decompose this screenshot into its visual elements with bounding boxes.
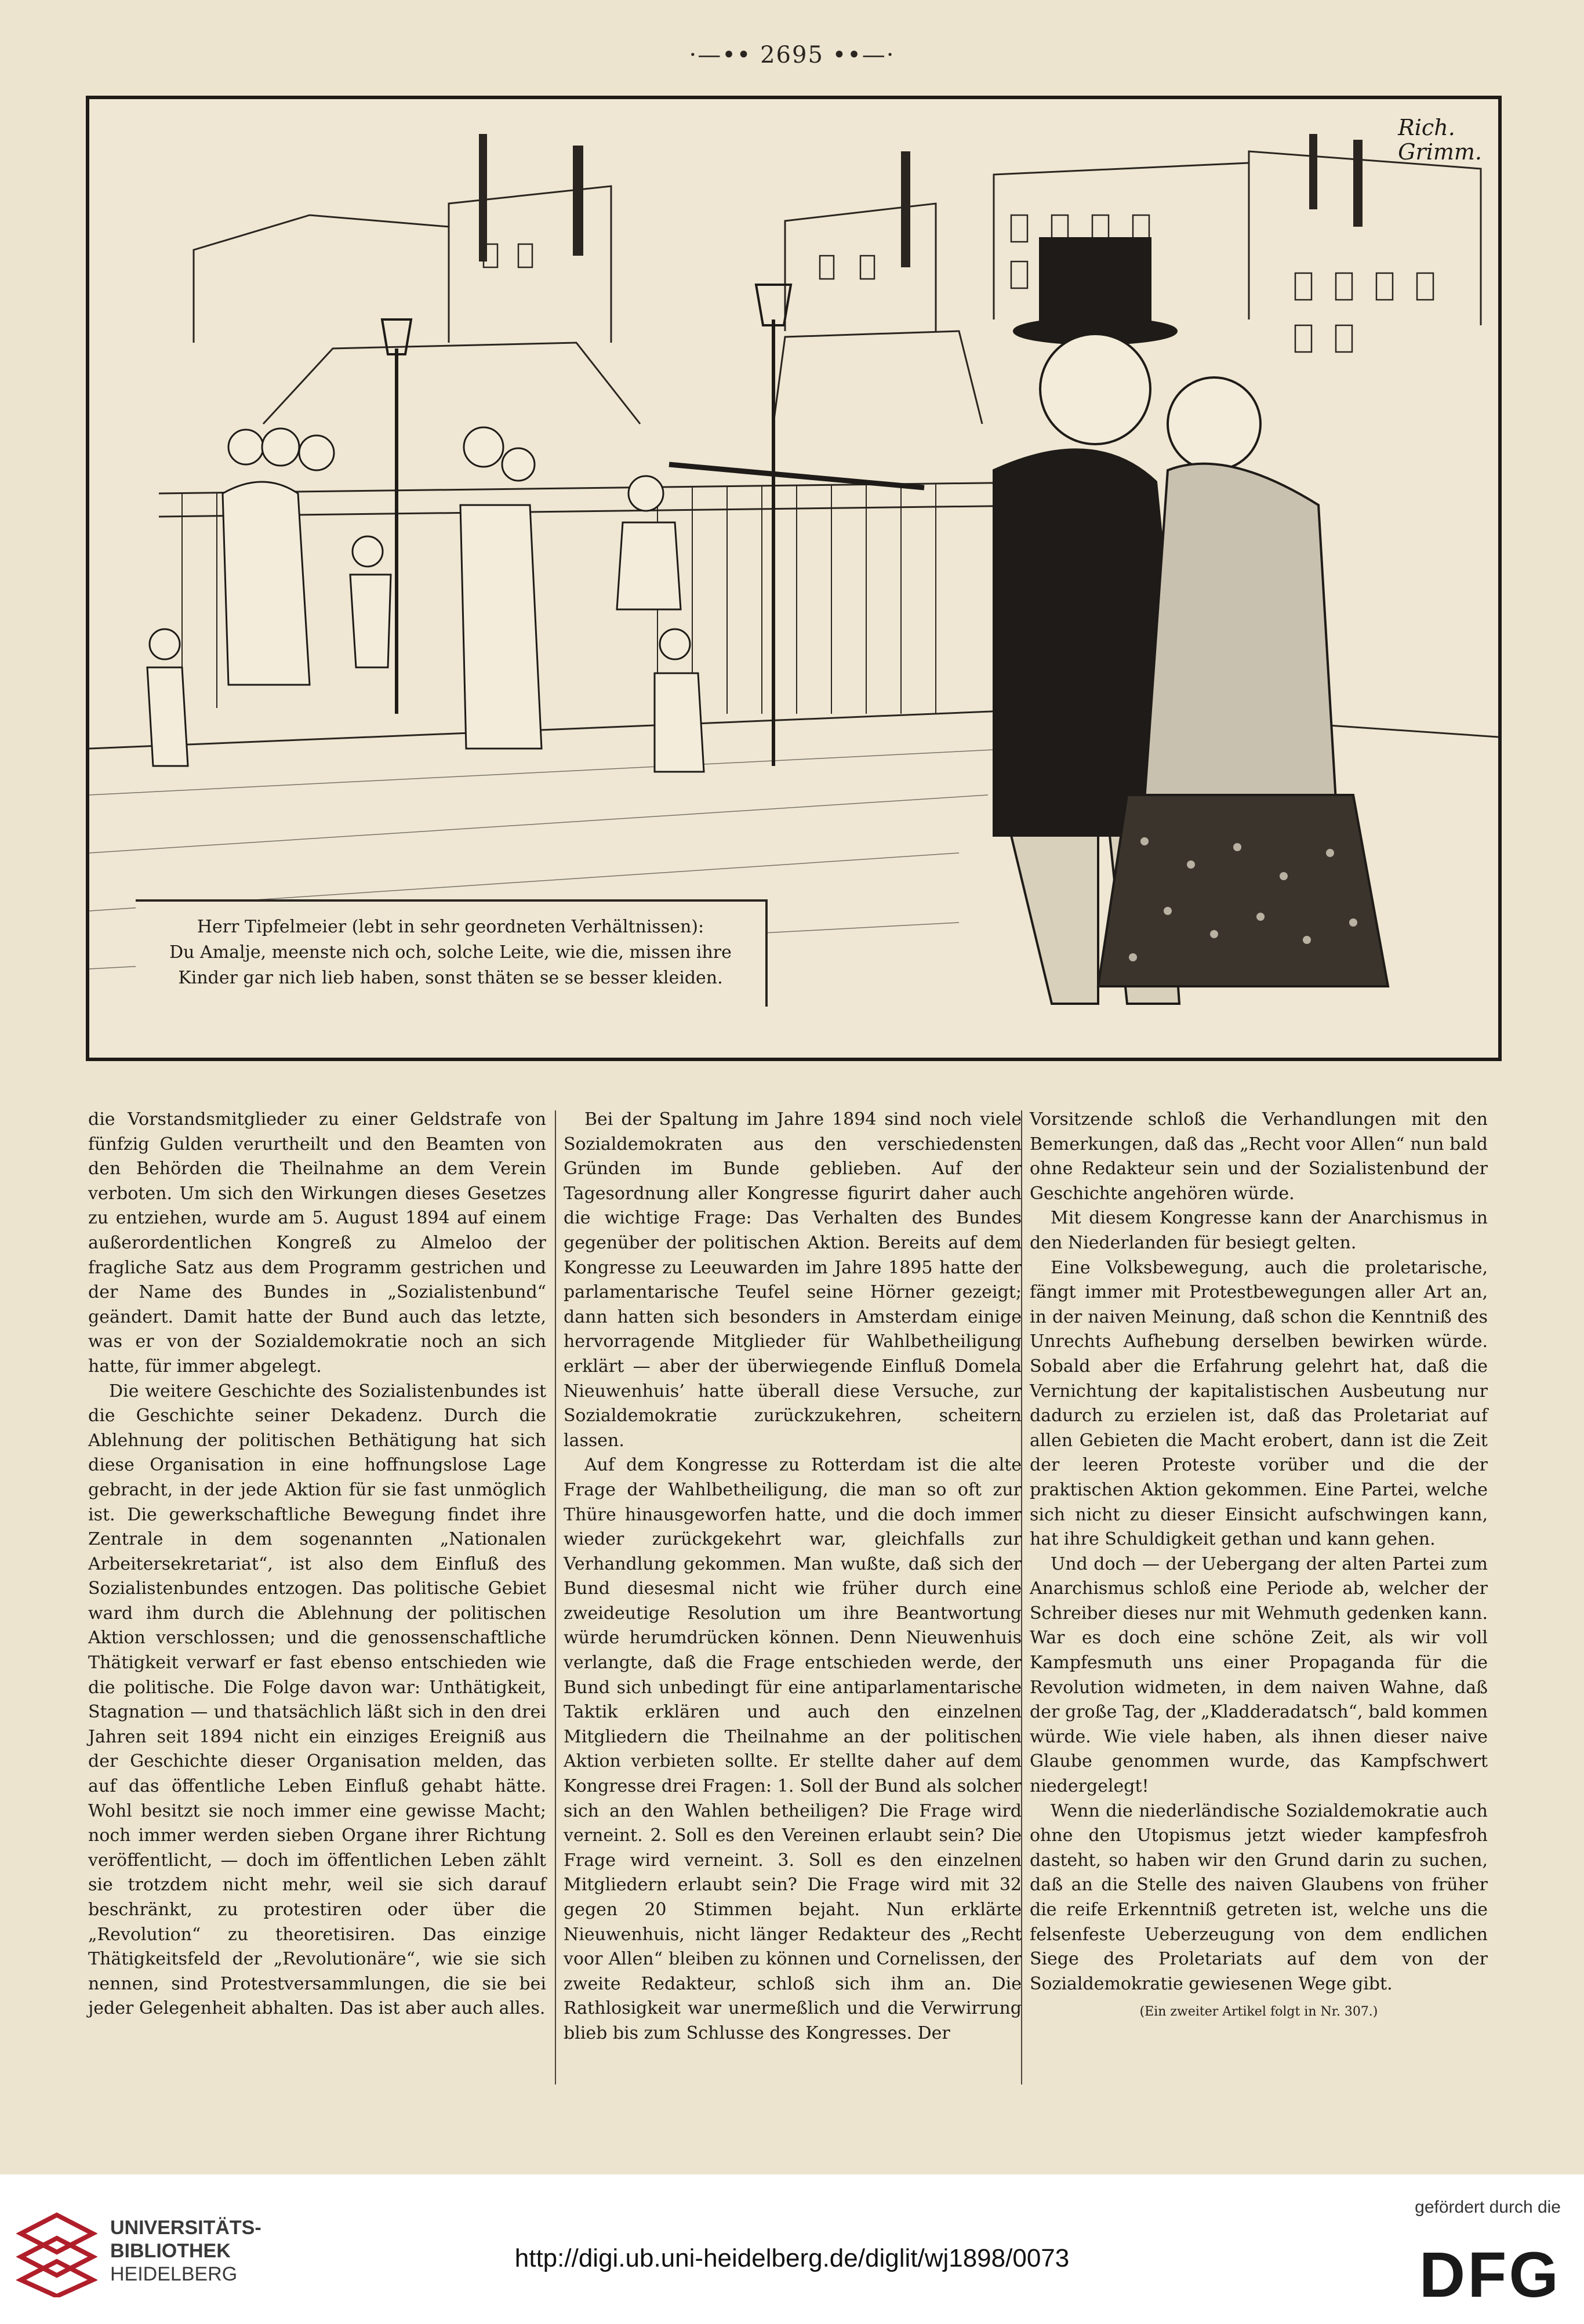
logo-line-2: BIBLIOTHEK <box>110 2240 231 2262</box>
signature-line-1: Rich. <box>1398 115 1455 140</box>
page-number: ·—•• 2695 ••—· <box>689 42 895 68</box>
paragraph: Die weitere Geschichte des Sozialistenbundes ist die Geschichte seiner Dekadenz. Durch die Ablehnung der politischen Bethätigung hat sich diese Organisation in eine hoffnungslose Lage gebracht, in der jede Aktion für sie fast unmöglich ist. Die gewerkschaftliche Bewegung findet ihre Zentrale in dem sogenannten „Nationalen Arbeitersekretariat“, ist also dem Einfluß des Sozialistenbundes entzogen. Das politische Gebiet ward ihm durch die Ablehnung der politischen Aktion verschlossen; und die genossenschaftliche Thätigkeit verwarf er fast ebenso entschieden wie die politische. Die Folge davon war: Unthätigkeit, Stagnation — und thatsächlich läßt sich in den drei Jahren seit 1894 nicht ein einziges Ereigniß aus der Geschichte dieser Organisation melden, das auf das öffentliche Leben Einfluß gehabt hätte. Wohl besitzt sie noch immer eine gewisse Macht; noch immer werden sieben Organe ihrer Richtung veröffentlicht, — doch im öffentlichen Leben zählt sie trotzdem nicht mehr, weil sie sich darauf beschränkt, zu protestiren oder über die „Revolution“ zu theoretisiren. Das einzige Thätigkeitsfeld der „Revolutionäre“, wie sie sich nennen, sind Protestversammlungen, die sie bei jeder Gelegenheit abhalten. Das ist aber auch alles. <box>88 1381 546 2019</box>
paragraph: Eine Volksbewegung, auch die proletarische, fängt immer mit Protestbewegungen aller Art an, in der naiven Meinung, daß schon die Kenntniß des Unrechts Aufhebung derselben bewirken würde. Sobald aber die Erfahrung gelehrt hat, daß die Vernichtung der kapitalistischen Ausbeutung nur dadurch zu erzielen ist, daß das Proletariat auf allen Gebieten die Macht erobert, dann ist die Zeit der leeren Proteste vorüber und die der praktischen Aktion gekommen. Eine Partei, welche sich nicht zu dieser Einsicht aufschwingen kann, hat ihre Schuldigkeit gethan und kann gehen. <box>1030 1257 1488 1550</box>
paragraph: die Vorstandsmitglieder zu einer Geldstrafe von fünfzig Gulden verurtheilt und den Beamten von den Behörden die Theilnahme an dem Verein verboten. Um sich den Wirkungen dieses Gesetzes zu entziehen, wurde am 5. August 1894 auf einem außerordentlichen Kongreß zu Almeloo der fragliche Satz aus dem Programm gestrichen und der Name des Bundes in „Sozialistenbund“ geändert. Damit hatte der Bund auch das letzte, was er von der Sozialdemokratie noch an sich hatte, für immer abgelegt. <box>88 1109 546 1377</box>
paragraph: Bei der Spaltung im Jahre 1894 sind noch viele Sozialdemokraten aus den verschiedensten Gründen im Bunde geblieben. Auf der Tagesordnung aller Kongresse figurirt daher auch die wichtige Frage: Das Verhalten des Bundes gegenüber der politischen Aktion. Bereits auf dem Kongresse zu Leeuwarden im Jahre 1895 hatte der parlamentarische Teufel seine Hörner gezeigt; dann hatten sich besonders in Amsterdam einige hervorragende Mitglieder für Wahlbetheiligung erklärt — aber der überwiegende Einfluß Domela Nieuwenhuis’ hatte überall diese Versuche, zur Sozialdemokratie zurückzukehren, scheitern lassen. <box>564 1109 1022 1451</box>
artist-signature <box>1398 115 1482 164</box>
caption-line-1: Herr Tipfelmeier (lebt in sehr geordneten Verhältnissen): <box>197 917 704 937</box>
paragraph: Wenn die niederländische Sozialdemokratie auch ohne den Utopismus jetzt wieder kampfesfroh dasteht, so haben wir den Grund darin zu suchen, daß an die Stelle des naiven Glaubens von früher die reife Erkenntniß getreten ist, welche uns die felsenfeste Ueberzeugung von dem endlichen Siege des Proletariats auf dem von der Sozialdemokratie gewiesenen Wege gibt. <box>1030 1800 1488 1994</box>
caption-line-3: Kinder gar nich lieb haben, sonst thäten se se besser kleiden. <box>178 968 723 988</box>
caption-line-2: Du Amalje, meenste nich och, solche Leite, wie die, missen ihre <box>169 942 732 963</box>
logo-line-3: HEIDELBERG <box>110 2263 238 2285</box>
text-column-3 <box>1030 1107 1488 2025</box>
paragraph: Mit diesem Kongresse kann der Anarchismus in den Niederlanden für besiegt gelten. <box>1030 1208 1488 1253</box>
footnote: (Ein zweiter Artikel folgt in Nr. 307.) <box>1139 2005 1378 2020</box>
dfg-logo: DFG <box>1419 2239 1561 2311</box>
text-column-2 <box>564 1107 1022 2046</box>
paragraph: Vorsitzende schloß die Verhandlungen mit den Bemerkungen, daß das „Recht voor Allen“ nun bald ohne Redakteur sein und der Sozialistenbund der Geschichte angehören würde. <box>1030 1109 1488 1204</box>
caption-box <box>136 899 768 1007</box>
signature-line-2: Grimm. <box>1398 139 1482 165</box>
logo-line-1: UNIVERSITÄTS- <box>110 2217 261 2239</box>
text-column-1 <box>88 1107 546 2021</box>
paragraph: Auf dem Kongresse zu Rotterdam ist die alte Frage der Wahlbetheiligung, die man so oft zur Thüre hinausgeworfen hatte, und die doch immer wieder zurückgekehrt war, gleichfalls zur Verhandlung gekommen. Man wußte, daß sich der Bund diesesmal nicht wie früher durch eine zweideutige Resolution um ihre Beantwortung würde herumdrücken können. Denn Nieuwenhuis verlangte, daß die Frage entschieden werde, der Bund sich unbedingt für eine antiparlamentarische Taktik erklären und auch den einzelnen Mitgliedern die Theilnahme an der politischen Aktion verbieten sollte. Er stellte daher auf dem Kongresse drei Fragen: 1. Soll der Bund als solcher sich an den Wahlen betheiligen? Die Frage wird verneint. 2. Soll es den Vereinen erlaubt sein? Die Frage wird verneint. 3. Soll es den einzelnen Mitgliedern erlaubt sein? Die Frage wird mit 32 gegen 20 Stimmen bejaht. Nun erklärte Nieuwenhuis, nicht länger Redakteur des „Recht voor Allen“ bleiben zu können und Cornelissen, der zweite Redakteur, schloß sich ihm an. Die Rathlosigkeit war unermeßlich und die Verwirrung blieb bis zum Schlusse des Kongresses. Der <box>564 1455 1022 2043</box>
source-url-link[interactable]: http://digi.ub.uni-heidelberg.de/diglit/wj1898/0073 <box>514 2244 1070 2272</box>
funder-text: gefördert durch die <box>1415 2198 1561 2217</box>
column-rule-1 <box>555 1110 556 2085</box>
footer-bar <box>0 2174 1584 2324</box>
paragraph: Und doch — der Uebergang der alten Partei zum Anarchismus schloß eine Periode ab, welcher der Schreiber dieses nur mit Wehmuth gedenken kann. War es doch eine schöne Zeit, als wir voll Kampfesmuth uns einer Propaganda für die Revolution widmeten, in dem naiven Wahne, daß der große Tag, der „Kladderadatsch“, bald kommen würde. Wie viele haben, als ihnen dieser naive Glaube genommen wurde, das Kampfschwert niedergelegt! <box>1030 1553 1488 1797</box>
cartoon-illustration <box>86 96 1502 1061</box>
